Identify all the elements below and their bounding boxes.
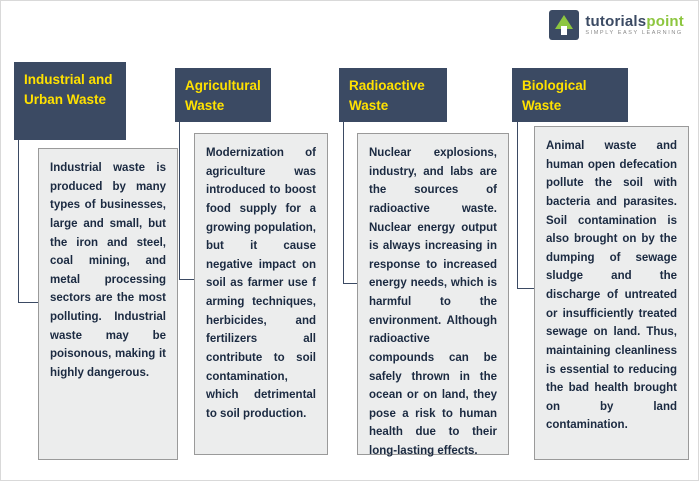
card-header-agricultural-waste: Agricultural Waste: [175, 68, 271, 122]
column-biological-waste: [512, 0, 677, 482]
card-body-biological-waste: Animal waste and human open defecation pollute the soil with bacteria and parasites. Soil contamination is also brought on by the dumping of sewage sludge and the discharge of untreated or insufficiently treated sewage on land. Thus, maintaining cleanliness is essential to reducing the bad health brought on by land contamination.: [534, 126, 689, 460]
card-body-radioactive-waste: Nuclear explosions, industry, and labs are the sources of radioactive waste. Nuclear energy output is always increasing in response to increased energy needs, which is harmful to the environment. Although radioactive compounds can be safely thrown in the ocean or on land, they pose a risk to human health due to their long-lasting effects.: [357, 133, 509, 455]
card-body-industrial-and-urban-waste: Industrial waste is produced by many types of businesses, large and small, but the iron and steel, coal mining, and metal processing sectors are the most polluting. Industrial waste may be poisonous, making it highly dangerous.: [38, 148, 178, 460]
card-header-biological-waste: Biological Waste: [512, 68, 628, 122]
column-industrial-and-urban-waste: [8, 0, 168, 482]
column-agricultural-waste: [175, 0, 335, 482]
logo-title-part1: tutorials: [585, 12, 647, 30]
column-radioactive-waste: [339, 0, 499, 482]
card-body-agricultural-waste: Modernization of agriculture was introduced to boost food supply for a growing population, but it cause negative impact on soil as farmer use f arming techniques, herbicides, and fertilizers all contribute to soil contamination, which detrimental to soil production.: [194, 133, 328, 455]
logo-tagline: SIMPLY EASY LEARNING: [585, 29, 683, 36]
card-header-radioactive-waste: Radioactive Waste: [339, 68, 447, 122]
card-header-industrial-and-urban-waste: Industrial and Urban Waste: [14, 62, 126, 140]
logo-title-part2: point: [646, 12, 684, 30]
